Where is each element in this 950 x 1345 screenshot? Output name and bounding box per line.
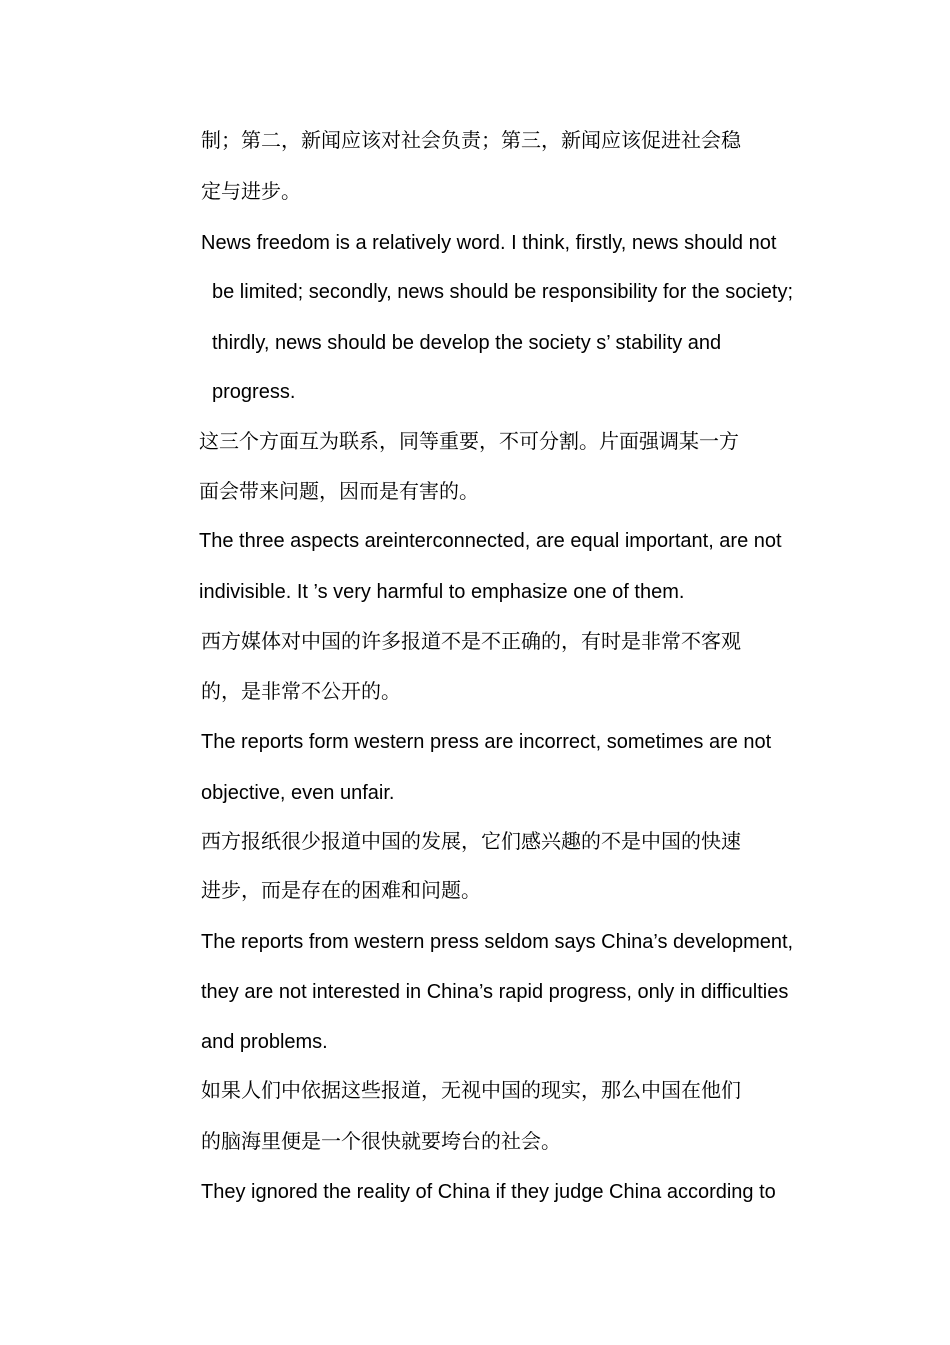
paragraph-line-english: News freedom is a relatively word. I think, firstly, news should not	[201, 232, 777, 254]
paragraph-line-chinese: 西方报纸很少报道中国的发展，它们感兴趣的不是中国的快速	[201, 829, 741, 853]
paragraph-line-english: and problems.	[201, 1031, 328, 1053]
paragraph-line-english: They ignored the reality of China if they judge China according to	[201, 1181, 776, 1203]
paragraph-line-chinese: 的，是非常不公开的。	[201, 679, 401, 703]
paragraph-line-chinese: 西方媒体对中国的许多报道不是不正确的，有时是非常不客观	[201, 629, 741, 653]
paragraph-line-chinese: 这三个方面互为联系，同等重要，不可分割。片面强调某一方	[199, 429, 739, 453]
paragraph-line-english: they are not interested in China’s rapid progress, only in difficulties	[201, 981, 789, 1003]
paragraph-line-english: The reports from western press seldom says China’s development,	[201, 931, 794, 953]
paragraph-line-english: objective, even unfair.	[201, 782, 395, 804]
paragraph-line-chinese: 如果人们中依据这些报道，无视中国的现实，那么中国在他们	[201, 1078, 741, 1102]
paragraph-line-english: indivisible. It ’s very harmful to emphasize one of them.	[199, 581, 685, 603]
paragraph-line-chinese: 的脑海里便是一个很快就要垮台的社会。	[201, 1129, 561, 1153]
paragraph-line-english: thirdly, news should be develop the society s’ stability and	[212, 332, 722, 354]
paragraph-line-chinese: 进步，而是存在的困难和问题。	[201, 878, 481, 902]
paragraph-line-english: The three aspects areinterconnected, are equal important, are not	[199, 530, 782, 552]
paragraph-line-english: The reports form western press are incorrect, sometimes are not	[201, 731, 772, 753]
paragraph-line-chinese: 定与进步。	[201, 179, 301, 203]
paragraph-line-chinese: 制；第二，新闻应该对社会负责；第三，新闻应该促进社会稳	[201, 128, 741, 152]
paragraph-line-english: be limited; secondly, news should be responsibility for the society;	[212, 281, 794, 303]
paragraph-line-chinese: 面会带来问题，因而是有害的。	[199, 479, 479, 503]
paragraph-line-english: progress.	[212, 381, 296, 403]
